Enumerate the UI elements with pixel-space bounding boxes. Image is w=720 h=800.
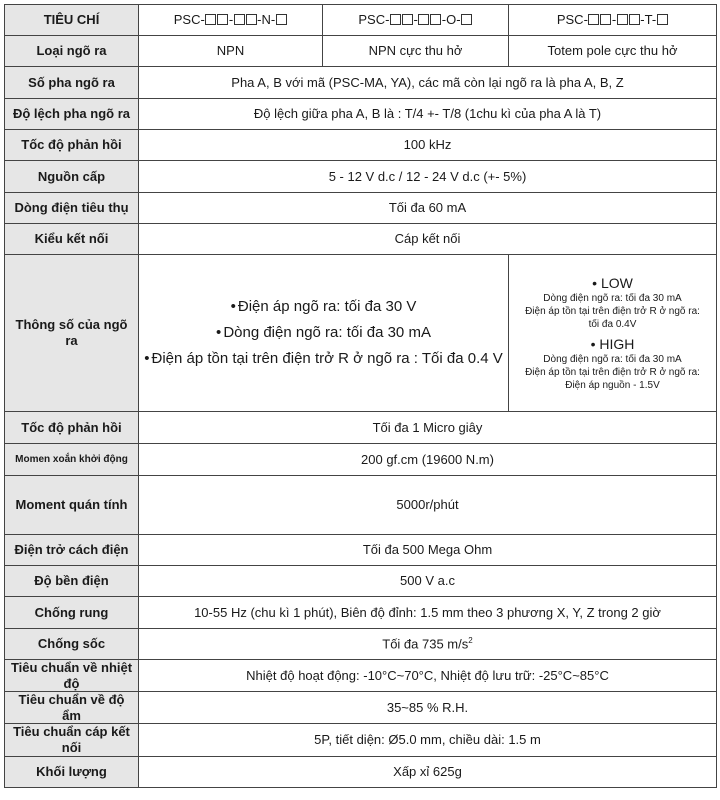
row-value: 500 V a.c — [139, 566, 717, 597]
row-label: Nguồn cấp — [5, 161, 139, 193]
output-levels — [509, 255, 717, 412]
row-value: 100 kHz — [139, 130, 717, 161]
low-level-title: • LOW — [592, 275, 633, 291]
row-starting-torque — [5, 444, 717, 476]
placeholder-box-icon — [390, 14, 401, 25]
row-current — [5, 193, 717, 224]
row-value: Totem pole cực thu hở — [509, 36, 717, 67]
row-value: NPN cực thu hở — [323, 36, 509, 67]
placeholder-box-icon — [588, 14, 599, 25]
row-label: Tốc độ phản hồi — [5, 130, 139, 161]
placeholder-box-icon — [246, 14, 257, 25]
row-response-time — [5, 412, 717, 444]
placeholder-box-icon — [234, 14, 245, 25]
row-value: Tối đa 735 $m/s^2$ — [139, 629, 717, 660]
row-label: Tiêu chuẩn về độ ẩm — [5, 692, 139, 724]
high-line: Điện áp nguồn - 1.5V — [565, 380, 660, 391]
row-value: 5P, tiết diện: Ø5.0 mm, chiều dài: 1.5 m — [139, 724, 717, 756]
row-dielectric — [5, 566, 717, 597]
row-value: 5 - 12 V d.c / 12 - 24 V d.c (+- 5%) — [139, 161, 717, 193]
row-label: Tốc độ phản hồi — [5, 412, 139, 444]
row-value: Tối đa 60 mA — [139, 193, 717, 224]
row-value: 35~85 % R.H. — [139, 692, 717, 724]
row-power — [5, 161, 717, 193]
row-label: Điện trở cách điện — [5, 535, 139, 566]
low-line: Dòng điện ngõ ra: tối đa 30 mA — [543, 293, 682, 304]
row-label: Moment quán tính — [5, 476, 139, 535]
row-label: Loại ngõ ra — [5, 36, 139, 67]
row-inertia — [5, 476, 717, 535]
row-value: Độ lệch giữa pha A, B là : T/4 +- T/8 (1chu kì của pha A là T) — [139, 99, 717, 130]
row-output-spec — [5, 255, 717, 412]
placeholder-box-icon — [402, 14, 413, 25]
row-label: Momen xoắn khởi động — [5, 444, 139, 476]
placeholder-box-icon — [205, 14, 216, 25]
high-level-title: • HIGH — [590, 336, 635, 352]
placeholder-box-icon — [600, 14, 611, 25]
bullet-icon: • — [230, 298, 236, 315]
row-value: Pha A, B với mã (PSC-MA, YA), các mã còn lại ngõ ra là pha A, B, Z — [139, 67, 717, 99]
row-cable — [5, 724, 717, 756]
placeholder-box-icon — [217, 14, 228, 25]
row-value: 5000r/phút — [139, 476, 717, 535]
row-label: Dòng điện tiêu thụ — [5, 193, 139, 224]
model-code-n: PSC- - -N- — [139, 5, 323, 36]
placeholder-box-icon — [629, 14, 640, 25]
row-label: Kiểu kết nối — [5, 224, 139, 255]
placeholder-box-icon — [617, 14, 628, 25]
list-item: • Điện áp ngõ ra: tối đa 30 V — [230, 298, 417, 315]
row-output-type — [5, 36, 717, 67]
row-connection — [5, 224, 717, 255]
model-code-o: PSC- - -O- — [323, 5, 509, 36]
row-label: Thông số của ngõ ra — [5, 255, 139, 412]
output-spec-bullets — [139, 255, 509, 412]
high-line: Điện áp tồn tại trên điện trở R ở ngõ ra: — [525, 367, 700, 378]
row-label: Số pha ngõ ra — [5, 67, 139, 99]
placeholder-box-icon — [461, 14, 472, 25]
row-humidity — [5, 692, 717, 724]
row-vibration — [5, 597, 717, 629]
bullet-icon: • — [144, 350, 150, 367]
row-shock — [5, 629, 717, 660]
row-weight — [5, 756, 717, 787]
row-label: Tiêu chuẩn cáp kết nối — [5, 724, 139, 756]
row-value: Xấp xỉ 625g — [139, 756, 717, 787]
row-response-speed — [5, 130, 717, 161]
low-line: Điện áp tồn tại trên điện trở R ở ngõ ra: — [525, 306, 700, 317]
model-code-t: PSC- - -T- — [509, 5, 717, 36]
row-value: 200 gf.cm (19600 N.m) — [139, 444, 717, 476]
placeholder-box-icon — [657, 14, 668, 25]
placeholder-box-icon — [430, 14, 441, 25]
row-phase-diff — [5, 99, 717, 130]
header-label: TIÊU CHÍ — [5, 5, 139, 36]
header-row — [5, 5, 717, 36]
row-value: Tối đa 1 Micro giây — [139, 412, 717, 444]
list-item: • Điện áp tồn tại trên điện trở R ở ngõ ra : Tối đa 0.4 V — [144, 350, 503, 367]
row-label: Tiêu chuẩn về nhiệt độ — [5, 660, 139, 692]
high-line: Dòng điện ngõ ra: tối đa 30 mA — [543, 354, 682, 365]
row-label: Độ lệch pha ngõ ra — [5, 99, 139, 130]
row-label: Chống rung — [5, 597, 139, 629]
row-value: 10-55 Hz (chu kì 1 phút), Biên độ đỉnh: 1.5 mm theo 3 phương X, Y, Z trong 2 giờ — [139, 597, 717, 629]
row-label: Độ bền điện — [5, 566, 139, 597]
spec-table — [4, 4, 717, 788]
row-value: NPN — [139, 36, 323, 67]
row-value: Nhiệt độ hoạt động: -10°C~70°C, Nhiệt độ lưu trữ: -25°C~85°C — [139, 660, 717, 692]
row-output-phase — [5, 67, 717, 99]
row-value: Cáp kết nối — [139, 224, 717, 255]
row-value: Tối đa 500 Mega Ohm — [139, 535, 717, 566]
row-insulation — [5, 535, 717, 566]
placeholder-box-icon — [276, 14, 287, 25]
row-label: Khối lượng — [5, 756, 139, 787]
bullet-icon: • — [590, 336, 600, 352]
row-temperature — [5, 660, 717, 692]
placeholder-box-icon — [418, 14, 429, 25]
low-line: tối đa 0.4V — [588, 319, 637, 330]
list-item: • Dòng điện ngõ ra: tối đa 30 mA — [216, 324, 431, 341]
bullet-icon: • — [592, 275, 601, 291]
bullet-icon: • — [216, 324, 222, 341]
row-label: Chống sốc — [5, 629, 139, 660]
